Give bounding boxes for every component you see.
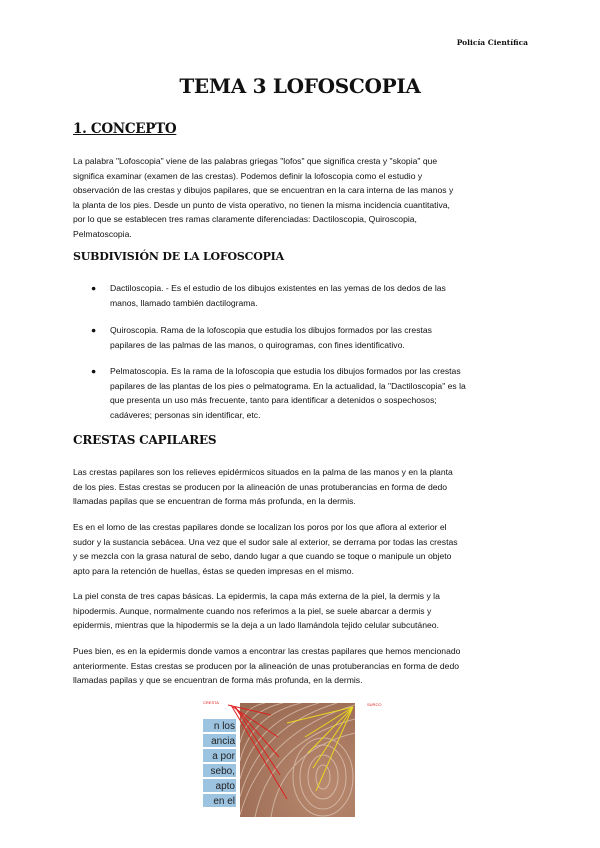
cropped-text: a por xyxy=(212,751,235,762)
bullet-icon: ● xyxy=(91,366,97,376)
crestas-paragraph-4 xyxy=(73,644,460,688)
text-line: de los pies. Estas crestas se producen por la alineación de unas protuberancias en forma de dedo xyxy=(73,481,448,492)
text-line: y se mezcla con la grasa natural de sebo, dando lugar a que cuando se toque o manipule un objeto xyxy=(73,551,452,561)
text-line: Dactiloscopia. - Es el estudio de los dibujos existentes en las yemas de los dedos de las xyxy=(110,283,446,293)
cropped-text: ancia xyxy=(211,736,235,747)
text-line: cadáveres; personas sin identificar, etc. xyxy=(110,409,261,420)
text-line: por lo que se establecen tres ramas claramente diferenciadas: Dactiloscopia, Quiroscopia, xyxy=(73,214,417,224)
cresta-label: CRESTA xyxy=(203,700,219,705)
cropped-text: n los xyxy=(213,721,235,732)
text-line: Pelmatoscopia. xyxy=(73,228,132,239)
text-line: epidermis, mientras que la hipodermis se la deja a un lado llamándola tejido celular subcutáneo. xyxy=(73,620,439,630)
text-line: sudor y la sustancia sebácea. Una vez que el sudor sale al exterior, se derrama por todas las crestas xyxy=(73,536,458,547)
text-line: Las crestas papilares son los relieves epidérmicos situados en la palma de las manos y en la planta xyxy=(73,467,453,477)
list-item-dactiloscopia xyxy=(91,281,551,311)
text-line: papilares de las plantas de los pies o pelmatograma. En la actualidad, la "Dactiloscopia" es la xyxy=(110,380,466,391)
text-line: Es en el lomo de las crestas papilares donde se localizan los poros por los que aflora al exterior el xyxy=(73,522,447,532)
text-line: papilares de las palmas de las manos, o quirogramas, con fines identificativo. xyxy=(110,339,405,350)
text-line: anteriormente. Estas crestas se producen por la alineación de unas protuberancias en forma de dedo xyxy=(73,660,459,671)
page-title: TEMA 3 LOFOSCOPIA xyxy=(179,74,421,98)
text-line: manos, llamado también dactilograma. xyxy=(110,297,258,308)
bullet-icon: ● xyxy=(91,283,97,293)
fingerprint-figure xyxy=(195,695,415,830)
surco-label: SURCO xyxy=(367,702,382,707)
text-line: observación de las crestas y dibujos papilares, que se encuentran en la cara interna de las manos y xyxy=(73,185,454,195)
crestas-paragraph-2 xyxy=(73,520,458,578)
text-line: llamadas papilas y que se encuentran de forma más profunda, en la dermis. xyxy=(73,675,363,685)
text-line: apto para la retención de huellas, éstas se queden impresas en el mismo. xyxy=(73,565,354,576)
crestas-heading: CRESTAS CAPILARES xyxy=(73,433,217,447)
section-heading-concepto: 1. CONCEPTO xyxy=(73,121,177,137)
crestas-paragraph-1 xyxy=(73,465,453,509)
text-line: hipodermis. Aunque, normalmente cuando nos referimos a la piel, se suele abarcar a dermis y xyxy=(73,605,432,616)
subdivision-heading: SUBDIVISIÓN DE LA LOFOSCOPIA xyxy=(73,250,284,263)
text-line: Quiroscopia. Rama de la lofoscopia que estudia los dibujos formados por las crestas xyxy=(110,325,432,335)
text-line: Pelmatoscopia. Es la rama de la lofoscopia que estudia los dibujos formados por las crestas xyxy=(110,366,461,376)
cropped-text-strip xyxy=(203,719,236,807)
list-item-quiroscopia xyxy=(91,323,551,353)
list-item-pelmatoscopia xyxy=(91,364,551,424)
running-header: Policía Científica xyxy=(456,38,528,47)
bullet-icon: ● xyxy=(91,325,97,335)
text-line: La piel consta de tres capas básicas. La epidermis, la capa más externa de la piel, la dermis y la xyxy=(73,591,440,601)
text-line: Pues bien, es en la epidermis donde vamos a encontrar las crestas papilares que hemos mencionado xyxy=(73,646,461,656)
text-line: que presenta un uso más frecuente, tanto para identificar a detenidos o sospechosos; xyxy=(110,395,437,405)
crestas-paragraph-3 xyxy=(73,589,440,633)
text-line: La palabra "Lofoscopia" viene de las palabras griegas "lofos" que significa cresta y "skopia" que xyxy=(73,156,438,166)
cropped-text: sebo, xyxy=(210,766,235,777)
text-line: la planta de los pies. Desde un punto de vista operativo, no tienen la misma incidencia cuantitativa, xyxy=(73,199,450,210)
text-line: significa examinar (examen de las crestas). Podemos definir la lofoscopia como el estudio y xyxy=(73,170,423,181)
concepto-paragraph xyxy=(73,154,453,241)
cropped-text: en el xyxy=(213,796,235,807)
cropped-text: apto xyxy=(215,781,235,792)
text-line: llamadas papilas que se encuentran de forma más profunda, en la dermis. xyxy=(73,496,356,506)
